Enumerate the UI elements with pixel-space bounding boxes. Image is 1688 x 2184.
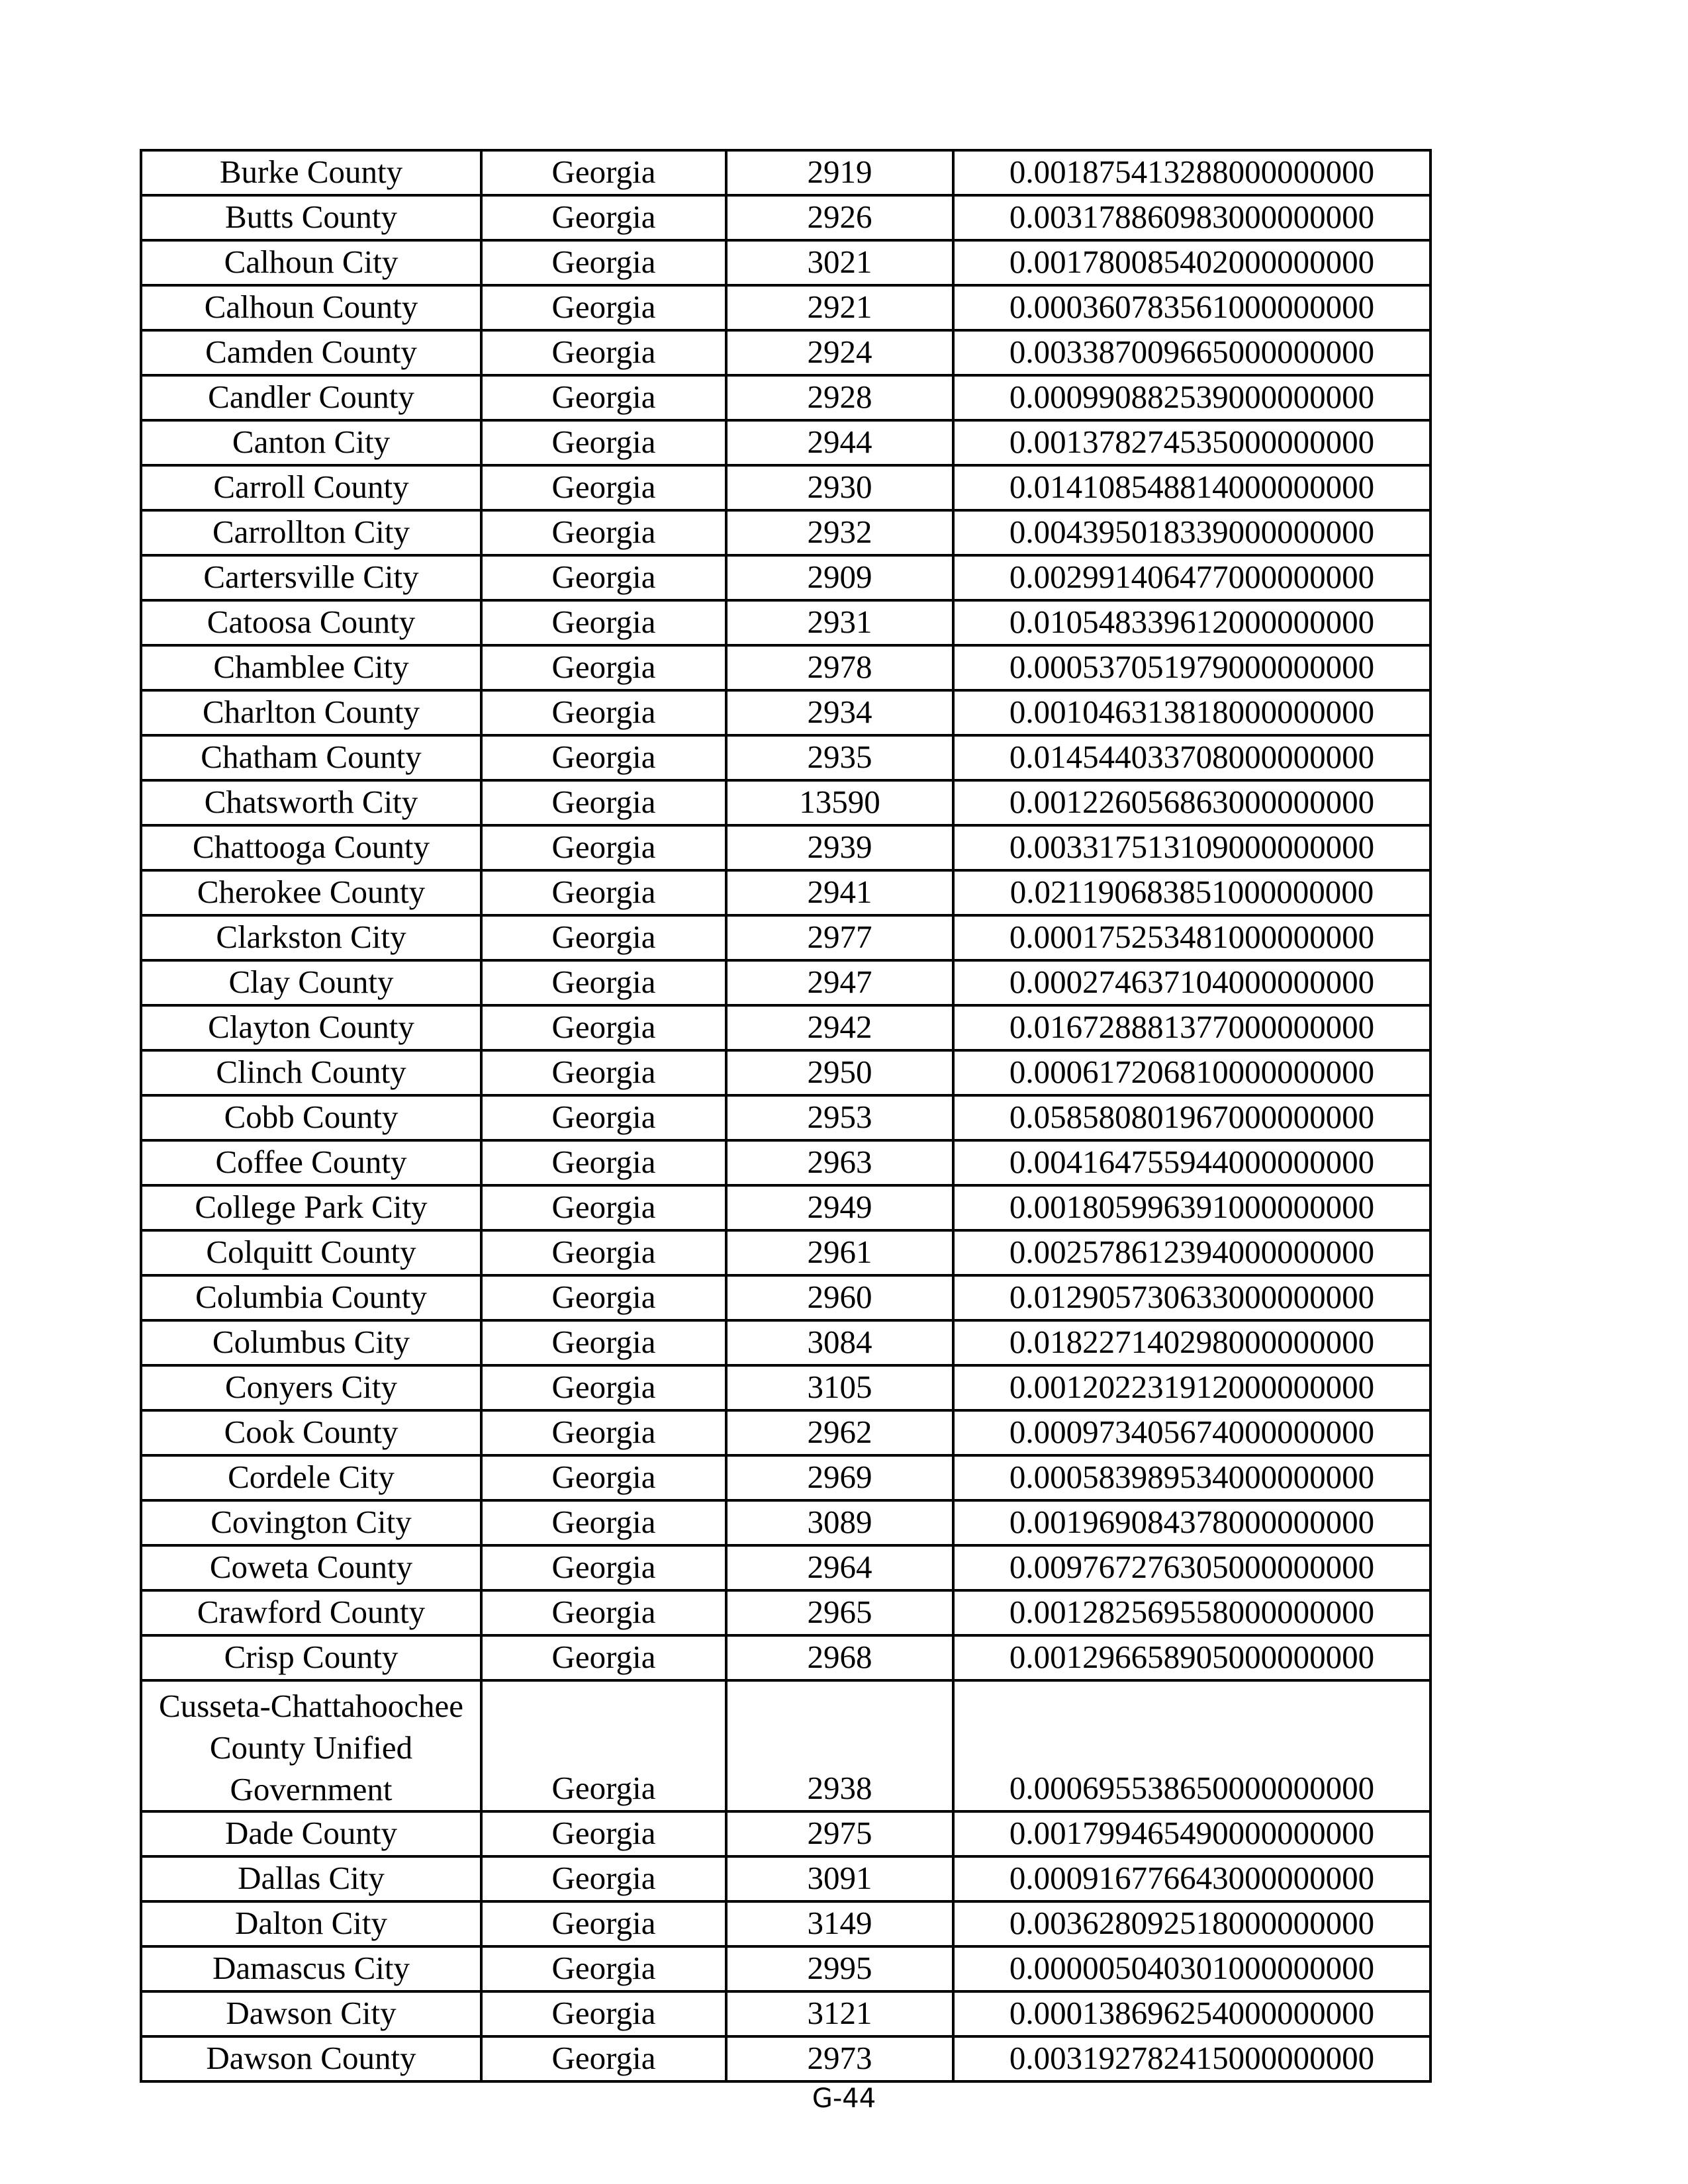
allocation-value-cell: 0.001226056863000000000 [953, 780, 1430, 825]
entity-name-cell: Dalton City [141, 1901, 481, 1946]
state-cell: Georgia [481, 960, 726, 1005]
entity-name-cell: Crisp County [141, 1635, 481, 1680]
state-cell: Georgia [481, 1320, 726, 1365]
allocation-value-cell: 0.000990882539000000000 [953, 375, 1430, 420]
id-cell: 3105 [726, 1365, 953, 1410]
state-cell: Georgia [481, 1230, 726, 1275]
entity-name-cell: Carroll County [141, 465, 481, 510]
id-cell: 2932 [726, 510, 953, 555]
id-cell: 2931 [726, 600, 953, 645]
table-row [141, 465, 1430, 510]
entity-name-cell: Cusseta-Chattahoochee County Unified Government [141, 1680, 481, 1811]
entity-name-cell: Cherokee County [141, 870, 481, 915]
table-row [141, 285, 1430, 330]
entity-name-cell: Coweta County [141, 1545, 481, 1590]
state-cell: Georgia [481, 465, 726, 510]
id-cell: 2978 [726, 645, 953, 690]
entity-name-cell: Butts County [141, 195, 481, 240]
state-cell: Georgia [481, 285, 726, 330]
state-cell: Georgia [481, 1991, 726, 2036]
allocation-value-cell: 0.003192782415000000000 [953, 2036, 1430, 2081]
allocation-value-cell: 0.002991406477000000000 [953, 555, 1430, 600]
table-row [141, 1635, 1430, 1680]
entity-name-cell: Burke County [141, 150, 481, 195]
id-cell: 2928 [726, 375, 953, 420]
state-cell: Georgia [481, 1275, 726, 1320]
state-cell: Georgia [481, 1410, 726, 1455]
table-row [141, 1140, 1430, 1185]
allocation-value-cell: 0.014544033708000000000 [953, 735, 1430, 780]
entity-name-cell: Chatham County [141, 735, 481, 780]
state-cell: Georgia [481, 1545, 726, 1590]
allocation-value-cell: 0.012905730633000000000 [953, 1275, 1430, 1320]
id-cell: 3121 [726, 1991, 953, 2036]
id-cell: 3021 [726, 240, 953, 285]
allocation-value-cell: 0.003628092518000000000 [953, 1901, 1430, 1946]
allocation-value-cell: 0.003387009665000000000 [953, 330, 1430, 375]
allocation-value-cell: 0.000175253481000000000 [953, 915, 1430, 960]
table-row [141, 1365, 1430, 1410]
state-cell: Georgia [481, 1901, 726, 1946]
state-cell: Georgia [481, 690, 726, 735]
entity-name-cell: Carrollton City [141, 510, 481, 555]
id-cell: 2919 [726, 150, 953, 195]
state-cell: Georgia [481, 1185, 726, 1230]
entity-name-cell: Chatsworth City [141, 780, 481, 825]
table-row [141, 1500, 1430, 1545]
entity-name-cell: Chamblee City [141, 645, 481, 690]
entity-name-cell: Candler County [141, 375, 481, 420]
id-cell: 2973 [726, 2036, 953, 2081]
entity-name-cell: Cobb County [141, 1095, 481, 1140]
table-row [141, 1901, 1430, 1946]
id-cell: 2963 [726, 1140, 953, 1185]
table-row [141, 1230, 1430, 1275]
table-row [141, 1680, 1430, 1811]
allocation-value-cell: 0.004164755944000000000 [953, 1140, 1430, 1185]
id-cell: 2995 [726, 1946, 953, 1991]
table-row [141, 870, 1430, 915]
entity-name-cell: Clayton County [141, 1005, 481, 1050]
entity-name-cell: Coffee County [141, 1140, 481, 1185]
state-cell: Georgia [481, 1635, 726, 1680]
entity-name-cell: Covington City [141, 1500, 481, 1545]
id-cell: 3089 [726, 1500, 953, 1545]
allocation-value-cell: 0.000138696254000000000 [953, 1991, 1430, 2036]
id-cell: 2924 [726, 330, 953, 375]
id-cell: 2949 [726, 1185, 953, 1230]
state-cell: Georgia [481, 1680, 726, 1811]
state-cell: Georgia [481, 825, 726, 870]
allocation-value-cell: 0.001780085402000000000 [953, 240, 1430, 285]
entity-name-cell: Cordele City [141, 1455, 481, 1500]
allocation-value-cell: 0.001378274535000000000 [953, 420, 1430, 465]
state-cell: Georgia [481, 1050, 726, 1095]
table-row [141, 1856, 1430, 1901]
table-row [141, 150, 1430, 195]
id-cell: 2939 [726, 825, 953, 870]
id-cell: 2977 [726, 915, 953, 960]
table-row [141, 1050, 1430, 1095]
table-row [141, 1410, 1430, 1455]
page-number: G-44 [812, 2083, 876, 2114]
state-cell: Georgia [481, 555, 726, 600]
allocation-value-cell: 0.016728881377000000000 [953, 1005, 1430, 1050]
allocation-value-cell: 0.018227140298000000000 [953, 1320, 1430, 1365]
entity-name-cell: Clarkston City [141, 915, 481, 960]
table-row [141, 195, 1430, 240]
state-cell: Georgia [481, 600, 726, 645]
allocation-value-cell: 0.001805996391000000000 [953, 1185, 1430, 1230]
id-cell: 2934 [726, 690, 953, 735]
state-cell: Georgia [481, 735, 726, 780]
table-row [141, 2036, 1430, 2081]
table-row [141, 330, 1430, 375]
state-cell: Georgia [481, 1946, 726, 1991]
state-cell: Georgia [481, 1856, 726, 1901]
entity-name-cell: Clay County [141, 960, 481, 1005]
state-cell: Georgia [481, 330, 726, 375]
table-row [141, 375, 1430, 420]
table-row [141, 240, 1430, 285]
allocation-value-cell: 0.000617206810000000000 [953, 1050, 1430, 1095]
table-row [141, 645, 1430, 690]
state-cell: Georgia [481, 645, 726, 690]
table-row [141, 915, 1430, 960]
table-body [141, 150, 1430, 2081]
allocation-value-cell: 0.002578612394000000000 [953, 1230, 1430, 1275]
state-cell: Georgia [481, 420, 726, 465]
state-cell: Georgia [481, 1005, 726, 1050]
allocation-value-cell: 0.000360783561000000000 [953, 285, 1430, 330]
entity-name-cell: Calhoun City [141, 240, 481, 285]
state-cell: Georgia [481, 1140, 726, 1185]
allocation-value-cell: 0.010548339612000000000 [953, 600, 1430, 645]
allocation-value-cell: 0.014108548814000000000 [953, 465, 1430, 510]
table-row [141, 825, 1430, 870]
entity-name-cell: Charlton County [141, 690, 481, 735]
id-cell: 2944 [726, 420, 953, 465]
table-row [141, 1991, 1430, 2036]
state-cell: Georgia [481, 195, 726, 240]
entity-name-cell: Chattooga County [141, 825, 481, 870]
id-cell: 2965 [726, 1590, 953, 1635]
table-row [141, 1455, 1430, 1500]
allocation-value-cell: 0.058580801967000000000 [953, 1095, 1430, 1140]
entity-name-cell: Canton City [141, 420, 481, 465]
state-cell: Georgia [481, 1455, 726, 1500]
entity-name-cell: Columbus City [141, 1320, 481, 1365]
allocation-value-cell: 0.009767276305000000000 [953, 1545, 1430, 1590]
entity-name-cell: Catoosa County [141, 600, 481, 645]
entity-name-cell: Dawson City [141, 1991, 481, 2036]
id-cell: 2961 [726, 1230, 953, 1275]
allocation-value-cell: 0.001969084378000000000 [953, 1500, 1430, 1545]
state-cell: Georgia [481, 150, 726, 195]
id-cell: 2926 [726, 195, 953, 240]
id-cell: 2960 [726, 1275, 953, 1320]
state-cell: Georgia [481, 2036, 726, 2081]
allocation-value-cell: 0.000973405674000000000 [953, 1410, 1430, 1455]
allocation-table [140, 149, 1432, 2083]
id-cell: 2935 [726, 735, 953, 780]
state-cell: Georgia [481, 1365, 726, 1410]
table-row [141, 1275, 1430, 1320]
entity-name-cell: Damascus City [141, 1946, 481, 1991]
table-row [141, 420, 1430, 465]
table-row [141, 735, 1430, 780]
id-cell: 2968 [726, 1635, 953, 1680]
table-row [141, 780, 1430, 825]
allocation-value-cell: 0.003178860983000000000 [953, 195, 1430, 240]
allocation-value-cell: 0.001799465490000000000 [953, 1811, 1430, 1856]
entity-name-cell: Dallas City [141, 1856, 481, 1901]
entity-name-cell: Clinch County [141, 1050, 481, 1095]
table-row [141, 1320, 1430, 1365]
allocation-value-cell: 0.000583989534000000000 [953, 1455, 1430, 1500]
entity-name-cell: Dade County [141, 1811, 481, 1856]
id-cell: 2975 [726, 1811, 953, 1856]
entity-name-cell: Calhoun County [141, 285, 481, 330]
state-cell: Georgia [481, 1590, 726, 1635]
id-cell: 2950 [726, 1050, 953, 1095]
state-cell: Georgia [481, 915, 726, 960]
entity-name-cell: Colquitt County [141, 1230, 481, 1275]
entity-name-cell: Columbia County [141, 1275, 481, 1320]
allocation-value-cell: 0.000537051979000000000 [953, 645, 1430, 690]
table-row [141, 960, 1430, 1005]
allocation-value-cell: 0.021190683851000000000 [953, 870, 1430, 915]
state-cell: Georgia [481, 870, 726, 915]
entity-name-cell: Conyers City [141, 1365, 481, 1410]
table-row [141, 1545, 1430, 1590]
id-cell: 2921 [726, 285, 953, 330]
id-cell: 2941 [726, 870, 953, 915]
table-row [141, 1811, 1430, 1856]
allocation-value-cell: 0.000916776643000000000 [953, 1856, 1430, 1901]
state-cell: Georgia [481, 375, 726, 420]
table-row [141, 1185, 1430, 1230]
state-cell: Georgia [481, 1095, 726, 1140]
id-cell: 2964 [726, 1545, 953, 1590]
id-cell: 2930 [726, 465, 953, 510]
allocation-value-cell: 0.000005040301000000000 [953, 1946, 1430, 1991]
entity-name-cell: College Park City [141, 1185, 481, 1230]
state-cell: Georgia [481, 510, 726, 555]
id-cell: 3084 [726, 1320, 953, 1365]
entity-name-cell: Cook County [141, 1410, 481, 1455]
id-cell: 2942 [726, 1005, 953, 1050]
id-cell: 2969 [726, 1455, 953, 1500]
allocation-value-cell: 0.000274637104000000000 [953, 960, 1430, 1005]
state-cell: Georgia [481, 1500, 726, 1545]
allocation-value-cell: 0.004395018339000000000 [953, 510, 1430, 555]
table-row [141, 1095, 1430, 1140]
allocation-value-cell: 0.001282569558000000000 [953, 1590, 1430, 1635]
state-cell: Georgia [481, 780, 726, 825]
state-cell: Georgia [481, 1811, 726, 1856]
entity-name-cell: Crawford County [141, 1590, 481, 1635]
entity-name-cell: Cartersville City [141, 555, 481, 600]
id-cell: 3149 [726, 1901, 953, 1946]
id-cell: 3091 [726, 1856, 953, 1901]
table-row [141, 510, 1430, 555]
allocation-value-cell: 0.001875413288000000000 [953, 150, 1430, 195]
state-cell: Georgia [481, 240, 726, 285]
id-cell: 2909 [726, 555, 953, 600]
allocation-value-cell: 0.001296658905000000000 [953, 1635, 1430, 1680]
entity-name-cell: Dawson County [141, 2036, 481, 2081]
table-row [141, 1946, 1430, 1991]
table-row [141, 555, 1430, 600]
id-cell: 2938 [726, 1680, 953, 1811]
allocation-value-cell: 0.003317513109000000000 [953, 825, 1430, 870]
table-row [141, 1005, 1430, 1050]
allocation-value-cell: 0.000695538650000000000 [953, 1680, 1430, 1811]
allocation-value-cell: 0.001202231912000000000 [953, 1365, 1430, 1410]
allocation-value-cell: 0.001046313818000000000 [953, 690, 1430, 735]
id-cell: 2962 [726, 1410, 953, 1455]
id-cell: 2947 [726, 960, 953, 1005]
id-cell: 2953 [726, 1095, 953, 1140]
table-row [141, 1590, 1430, 1635]
id-cell: 13590 [726, 780, 953, 825]
entity-name-cell: Camden County [141, 330, 481, 375]
table-row [141, 690, 1430, 735]
table-row [141, 600, 1430, 645]
